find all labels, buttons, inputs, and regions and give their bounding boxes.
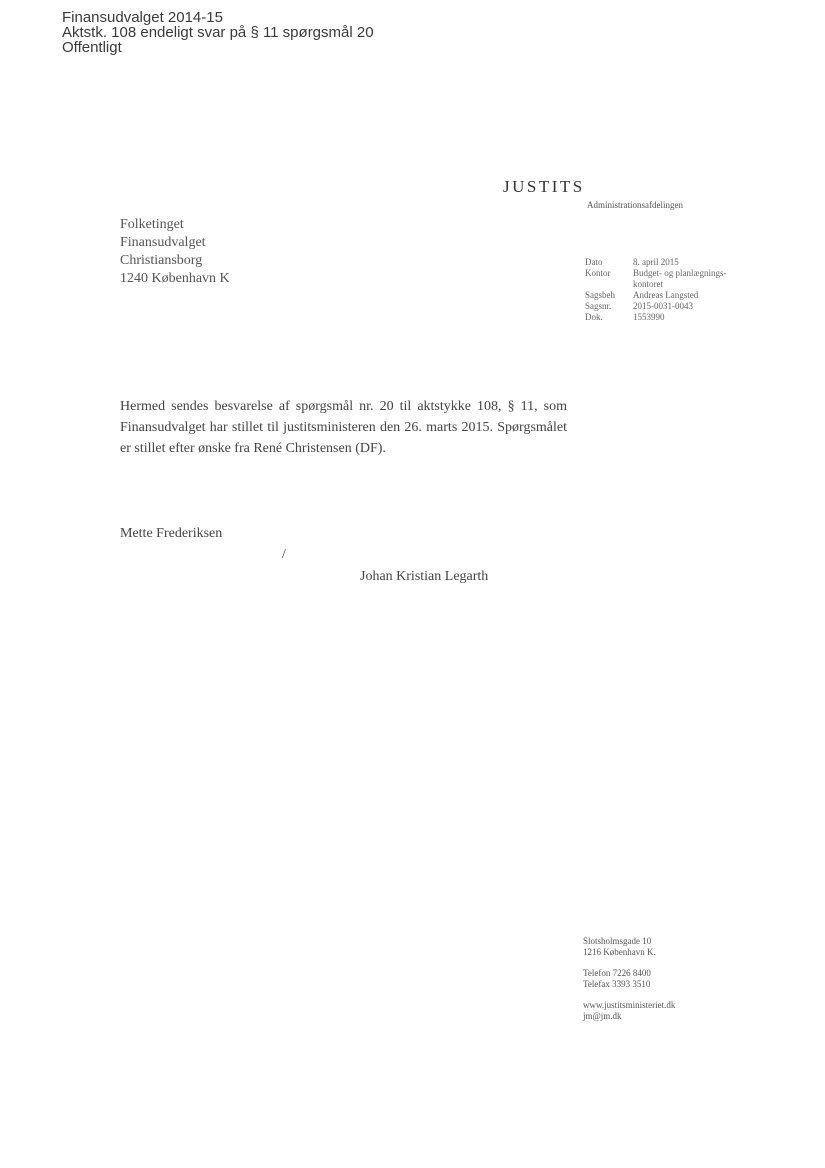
footer-phone: Telefon 7226 8400 bbox=[583, 968, 651, 978]
case-metadata bbox=[585, 257, 743, 323]
meta-document-number: 1553990 bbox=[633, 312, 665, 322]
recipient-line: 1240 København K bbox=[120, 271, 230, 286]
stamp-reference: Aktstk. 108 endeligt svar på § 11 spørgsmål 20 bbox=[62, 24, 374, 41]
meta-case-number: 2015-0031-0043 bbox=[633, 301, 693, 311]
meta-label: Dok. bbox=[585, 312, 603, 322]
ministry-contact-footer bbox=[583, 936, 675, 1022]
stamp-committee: Finansudvalget 2014-15 bbox=[62, 9, 223, 26]
meta-label: Kontor bbox=[585, 268, 611, 278]
document-stamp bbox=[62, 10, 374, 55]
recipient-address bbox=[120, 216, 230, 288]
footer-postal: 1216 København K. bbox=[583, 947, 656, 957]
footer-address: Slotsholmsgade 10 bbox=[583, 936, 652, 946]
signatory-minister: Mette Frederiksen bbox=[120, 526, 223, 541]
recipient-line: Folketinget bbox=[120, 217, 184, 232]
meta-label: Sagsbeh bbox=[585, 290, 615, 300]
footer-fax: Telefax 3393 3510 bbox=[583, 979, 651, 989]
recipient-line: Christiansborg bbox=[120, 253, 203, 268]
footer-email: jm@jm.dk bbox=[583, 1011, 622, 1021]
department-name: Administrationsafdelingen bbox=[587, 200, 683, 210]
meta-office: Budget- og planlægnings-kontoret bbox=[633, 268, 727, 289]
meta-label: Sagsnr. bbox=[585, 301, 612, 311]
meta-date: 8. april 2015 bbox=[633, 257, 679, 267]
meta-label: Dato bbox=[585, 257, 603, 267]
footer-website: www.justitsministeriet.dk bbox=[583, 1000, 676, 1010]
ministry-logo: JUSTITS bbox=[503, 177, 585, 196]
signatory-official: Johan Kristian Legarth bbox=[360, 569, 489, 584]
signature-separator: / bbox=[282, 547, 286, 562]
recipient-line: Finansudvalget bbox=[120, 235, 206, 250]
meta-case-officer: Andreas Langsted bbox=[633, 290, 699, 300]
letter-body: Hermed sendes besvarelse af spørgsmål nr. 20 til aktstykke 108, § 11, som Finansudvalget har stillet til justitsministeren den 26. marts 2015. Spørgsmålet er stillet efter ønske fra René Christensen (DF). bbox=[120, 399, 567, 456]
stamp-status: Offentligt bbox=[62, 39, 122, 56]
